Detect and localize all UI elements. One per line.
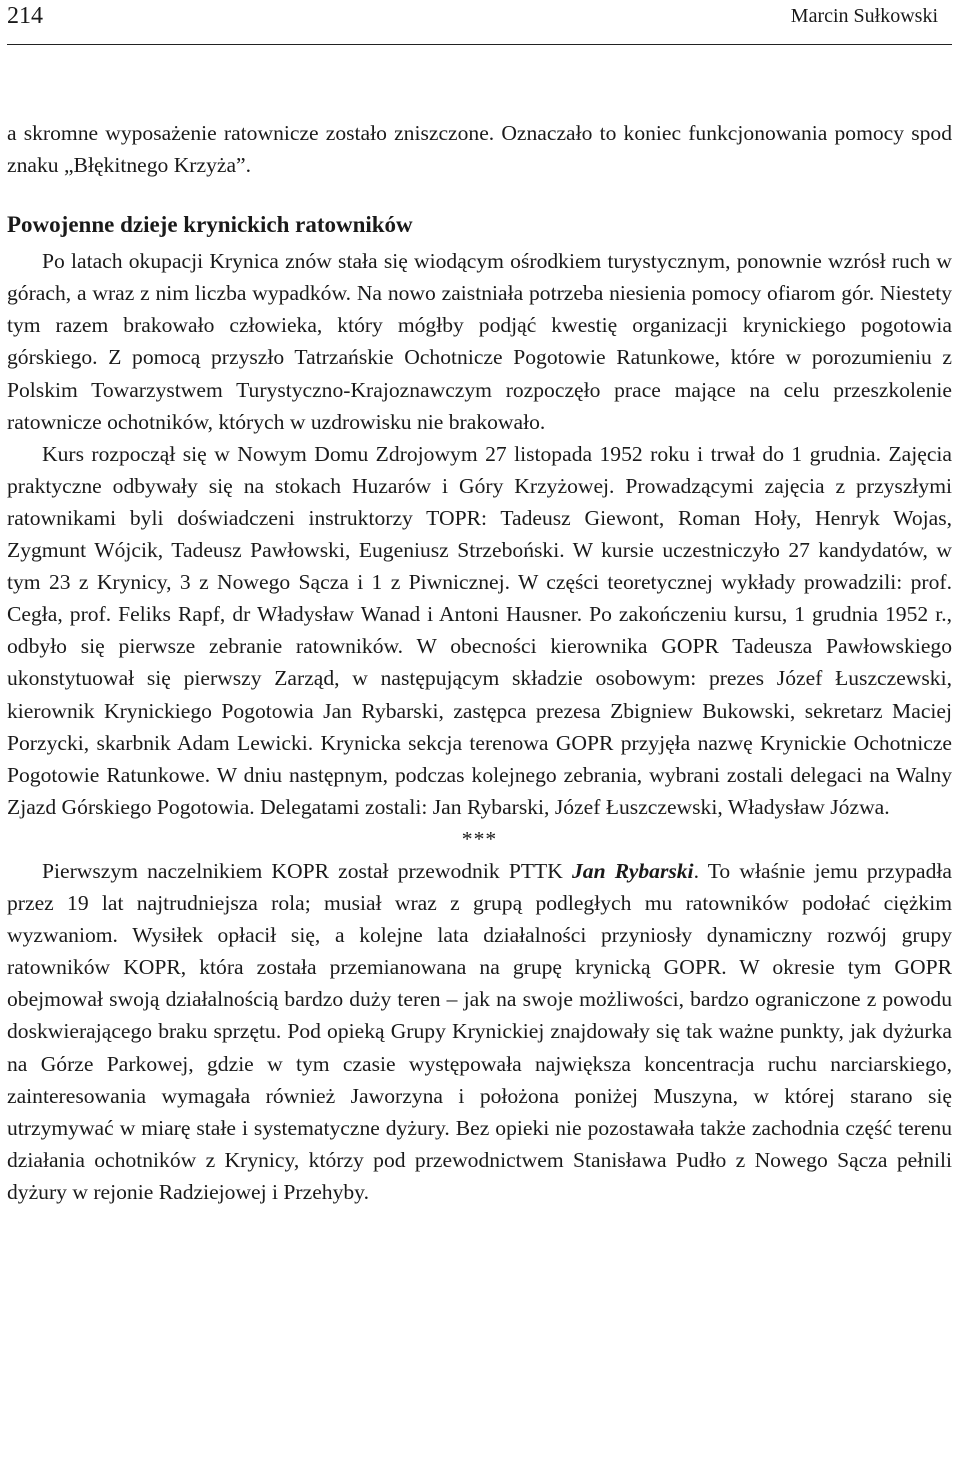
emphasized-name: Jan Rybarski [571, 858, 694, 883]
paragraph-continuation: a skromne wyposażenie ratownicze zostało zniszczone. Oznaczało to koniec funkcjonowania pomocy spod znaku „Błękitnego Krzyża”. [7, 121, 952, 178]
paragraph-postwar: Po latach okupacji Krynica znów stała się wiodącym ośrodkiem turystycznym, ponownie wzrósł ruch w górach, a wraz z nim liczba wypadków. Na nowo zaistniała potrzeba niesienia pomocy ofiarom gór. Niestety tym razem brakowało człowieka, który mógłby podjąć kwestię organizacji krynickiego pogotowia górskiego. Z pomocą przyszło Tatrzańskie Ochotnicze Pogotowie Ratunkowe, które w porozumieniu z Polskim Towarzystwem Turystyczno-Krajoznawczym rozpoczęło prace mające na celu przeszkolenie ratownicze ochotników, których w uzdrowisku nie brakowało. [7, 249, 952, 434]
running-author: Marcin Sułkowski [790, 5, 938, 27]
running-header [7, 0, 952, 45]
page-number: 214 [7, 3, 43, 29]
body-text [7, 117, 952, 1208]
section-heading: Powojenne dzieje krynickich ratowników [7, 212, 413, 238]
section-separator: *** [461, 826, 498, 851]
paragraph-kopr-rest: . To właśnie jemu przypadła przez 19 lat najtrudniejsza rola; musiał wraz z grupą podległych mu ratowników podołać ciężkim wyzwaniom. Wysiłek opłacił się, a kolejne lata działalności przyniosły dynamiczny rozwój grupy ratowników KOPR, która została przemianowana na grupę krynicką GOPR. W okresie tym GOPR obejmował swoją działalnością bardzo duży teren – jak na swoje możliwości, bardzo ograniczone z powodu doskwierającego braku sprzętu. Pod opieką Grupy Krynickiej znajdowały się tak ważne punkty, jak dyżurka na Górze Parkowej, gdzie w tym czasie występowała największa koncentracja ruchu narciarskiego, zainteresowania wymagała również Jaworzyna i położona poniżej Muszyna, w której starano się utrzymywać w miarę stałe i systematyczne dyżury. Bez opieki nie pozostawała także zachodnia część terenu działania ochotników z Krynicy, którzy pod przewodnictwem Stanisława Pudło z Nowego Sącza pełnili dyżury w rejonie Radziejowej i Przehyby. [7, 858, 952, 1204]
paragraph-kopr-intro: Pierwszym naczelnikiem KOPR został przewodnik PTTK [42, 858, 572, 883]
paragraph-kopr [7, 855, 952, 1208]
paragraph-course: Kurs rozpoczął się w Nowym Domu Zdrojowym 27 listopada 1952 roku i trwał do 1 grudnia. Zajęcia praktyczne odbywały się na stokach Huzarów i Góry Krzyżowej. Prowadzącymi zajęcia z przyszłymi ratownikami byli doświadczeni instruktorzy TOPR: Tadeusz Giewont, Roman Hoły, Henryk Wojas, Zygmunt Wójcik, Tadeusz Pawłowski, Eugeniusz Strzeboński. W kursie uczestniczyło 27 kandydatów, w tym 23 z Krynicy, 3 z Nowego Sącza i 1 z Piwnicznej. W części teoretycznej wykłady prowadzili: prof. Cegła, prof. Feliks Rapf, dr Władysław Wanad i Antoni Hausner. Po zakończeniu kursu, 1 grudnia 1952 r., odbyło się pierwsze zebranie ratowników. W obecności kierownika GOPR Tadeusza Pawłowskiego ukonstytuował się pierwszy Zarząd, w następującym składzie osobowym: prezes Józef Łuszczewski, kierownik Krynickiego Pogotowia Jan Rybarski, zastępca prezesa Zbigniew Bukowski, sekretarz Maciej Porzycki, skarbnik Adam Lewicki. Krynicka sekcja terenowa GOPR przyjęła nazwę Krynickie Ochotnicze Pogotowie Ratunkowe. W dniu następnym, podczas kolejnego zebrania, wybrani zostali delegaci na Walny Zjazd Górskiego Pogotowia. Delegatami zostali: Jan Rybarski, Józef Łuszczewski, Władysław Józwa. [7, 441, 952, 819]
